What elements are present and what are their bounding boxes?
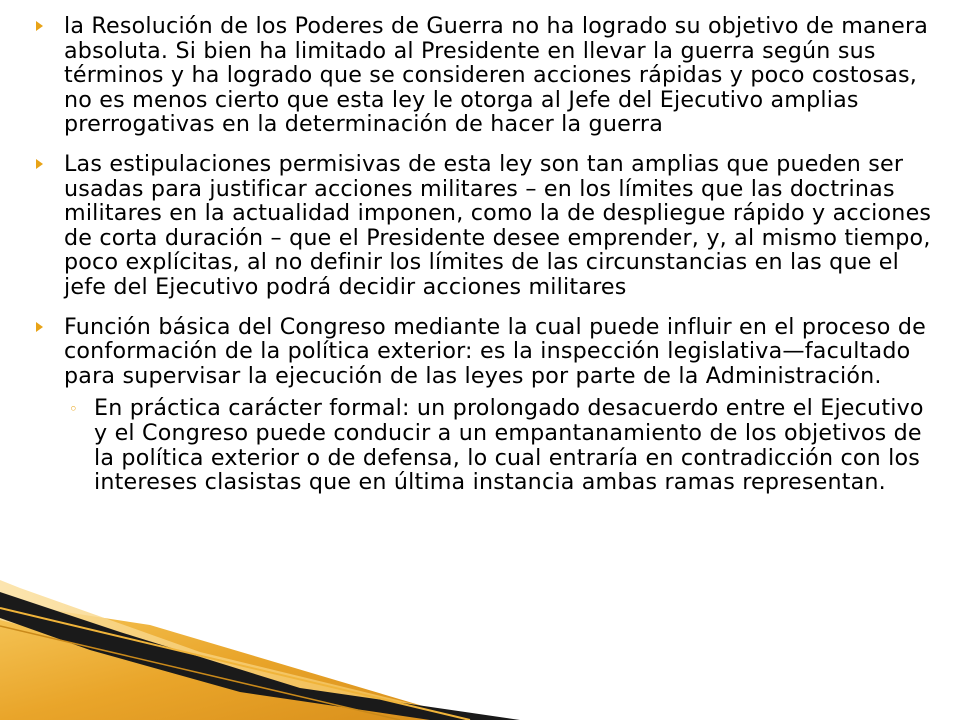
decorative-corner-graphic bbox=[0, 580, 960, 720]
bullet-text: la Resolución de los Poderes de Guerra no ha logrado su objetivo de manera absoluta. Si bien ha limitado al Presidente en llevar la guerra según sus términos y ha logrado que se consideren acciones rápidas y poco costosas, no es menos cierto que esta ley le otorga al Jefe del Ejecutivo amplias prerrogativas en la determinación de hacer la guerra bbox=[64, 13, 929, 138]
slide-body bbox=[36, 14, 936, 495]
bullet-text: Las estipulaciones permisivas de esta ley son tan amplias que pueden ser usadas para justificar acciones militares – en los límites que las doctrinas militares en la actualidad imponen, como la de despliegue rápido y acciones de corta duración – que el Presidente desee emprender, y, al mismo tiempo, poco explícitas, al no definir los límites de las circunstancias en las que el jefe del Ejecutivo podrá decidir acciones militares bbox=[64, 150, 932, 300]
bullet-item bbox=[36, 152, 936, 300]
bullet-text: Función básica del Congreso mediante la cual puede influir en el proceso de conformación de la política exterior: es la inspección legislativa—facultado para supervisar la ejecución de las leyes por parte de la Administración. bbox=[64, 313, 926, 389]
bullet-item bbox=[36, 315, 936, 389]
right-triangle-icon bbox=[36, 21, 43, 31]
bullet-item bbox=[36, 14, 936, 137]
right-triangle-icon bbox=[36, 322, 43, 332]
small-circle-icon: ◦ bbox=[69, 400, 79, 419]
sub-bullet-item bbox=[36, 396, 936, 494]
sub-bullet-text: En práctica carácter formal: un prolongado desacuerdo entre el Ejecutivo y el Congreso puede conducir a un empantanamiento de los objetivos de la política exterior o de defensa, lo cual entraría en contradicción con los intereses clasistas que en última instancia ambas ramas representan. bbox=[94, 395, 924, 496]
right-triangle-icon bbox=[36, 159, 43, 169]
